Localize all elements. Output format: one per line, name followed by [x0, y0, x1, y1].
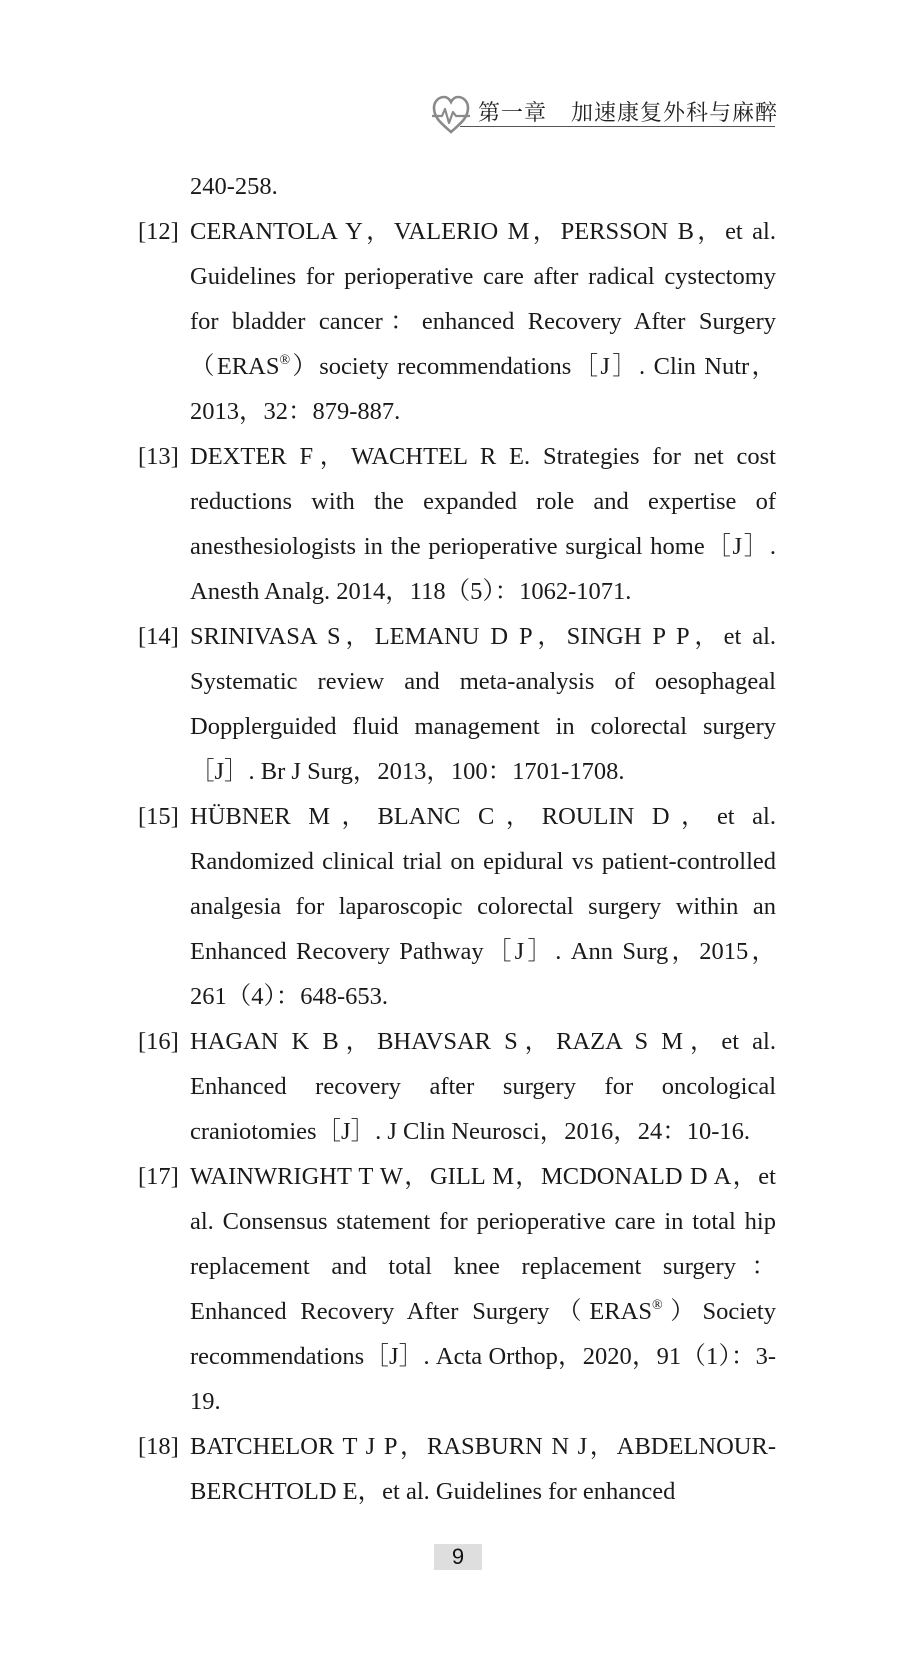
- reference-item: [138, 434, 776, 614]
- heart-pulse-logo-icon: [430, 92, 472, 136]
- reference-number: [12]: [138, 218, 179, 245]
- reference-number: [16]: [138, 1028, 179, 1055]
- reference-continuation: 240-258.: [190, 173, 278, 200]
- reference-item: [138, 1424, 776, 1514]
- reference-text: SRINIVASA S，LEMANU D P，SINGH P P，et al. Systematic review and meta-analysis of oesophageal Dopplerguided fluid management in colorectal surgery［J］. Br J Surg，2013，100：1701-1708.: [190, 623, 776, 785]
- reference-text-tail: ）society recommendations［J］. Clin Nutr，2013，32：879-887.: [190, 353, 776, 425]
- reference-number: [15]: [138, 803, 179, 830]
- reference-number: [14]: [138, 623, 179, 650]
- reference-item: [138, 614, 776, 794]
- reference-number: [18]: [138, 1433, 179, 1460]
- reference-number: [13]: [138, 443, 179, 470]
- running-header: [430, 92, 779, 136]
- reference-text: CERANTOLA Y，VALERIO M，PERSSON B，et al. Guidelines for perioperative care after radical cystectomy for bladder cancer：enhanced Recovery After Surgery（ERAS: [190, 218, 776, 380]
- reference-text: HÜBNER M，BLANC C，ROULIN D，et al. Randomized clinical trial on epidural vs patient-controlled analgesia for laparoscopic colorectal surgery within an Enhanced Recovery Pathway［J］. Ann Surg，2015，261（4）：648-653.: [190, 803, 776, 1010]
- reference-item: [138, 1019, 776, 1154]
- chapter-title: 加速康复外科与麻醉: [571, 101, 779, 126]
- reference-text: WAINWRIGHT T W，GILL M，MCDONALD D A，et al. Consensus statement for perioperative care in total hip replacement and total knee replacement surgery：Enhanced Recovery After Surgery（ERAS: [190, 1163, 776, 1325]
- registered-mark: ®: [651, 1298, 663, 1313]
- reference-number: [17]: [138, 1163, 179, 1190]
- reference-item: [138, 794, 776, 1019]
- reference-text: DEXTER F，WACHTEL R E. Strategies for net cost reductions with the expanded role and expertise of anesthesiologists in the perioperative surgical home［J］. Anesth Analg. 2014，118（5）：1062-1071.: [190, 443, 776, 605]
- reference-item: [138, 209, 776, 434]
- reference-text-tail: ）Society recommendations［J］. Acta Orthop，2020，91（1）：3-19.: [190, 1298, 776, 1415]
- reference-text: BATCHELOR T J P，RASBURN N J，ABDELNOUR-BERCHTOLD E，et al. Guidelines for enhanced: [190, 1433, 776, 1505]
- reference-text: HAGAN K B，BHAVSAR S，RAZA S M，et al. Enhanced recovery after surgery for oncological craniotomies［J］. J Clin Neurosci，2016，24：10-16.: [190, 1028, 776, 1145]
- chapter-label: 第一章: [478, 101, 548, 126]
- registered-mark: ®: [279, 353, 291, 368]
- reference-item: [138, 1154, 776, 1424]
- header-title: [478, 96, 778, 127]
- page-number: 9: [434, 1544, 482, 1570]
- reference-list: [138, 164, 776, 1514]
